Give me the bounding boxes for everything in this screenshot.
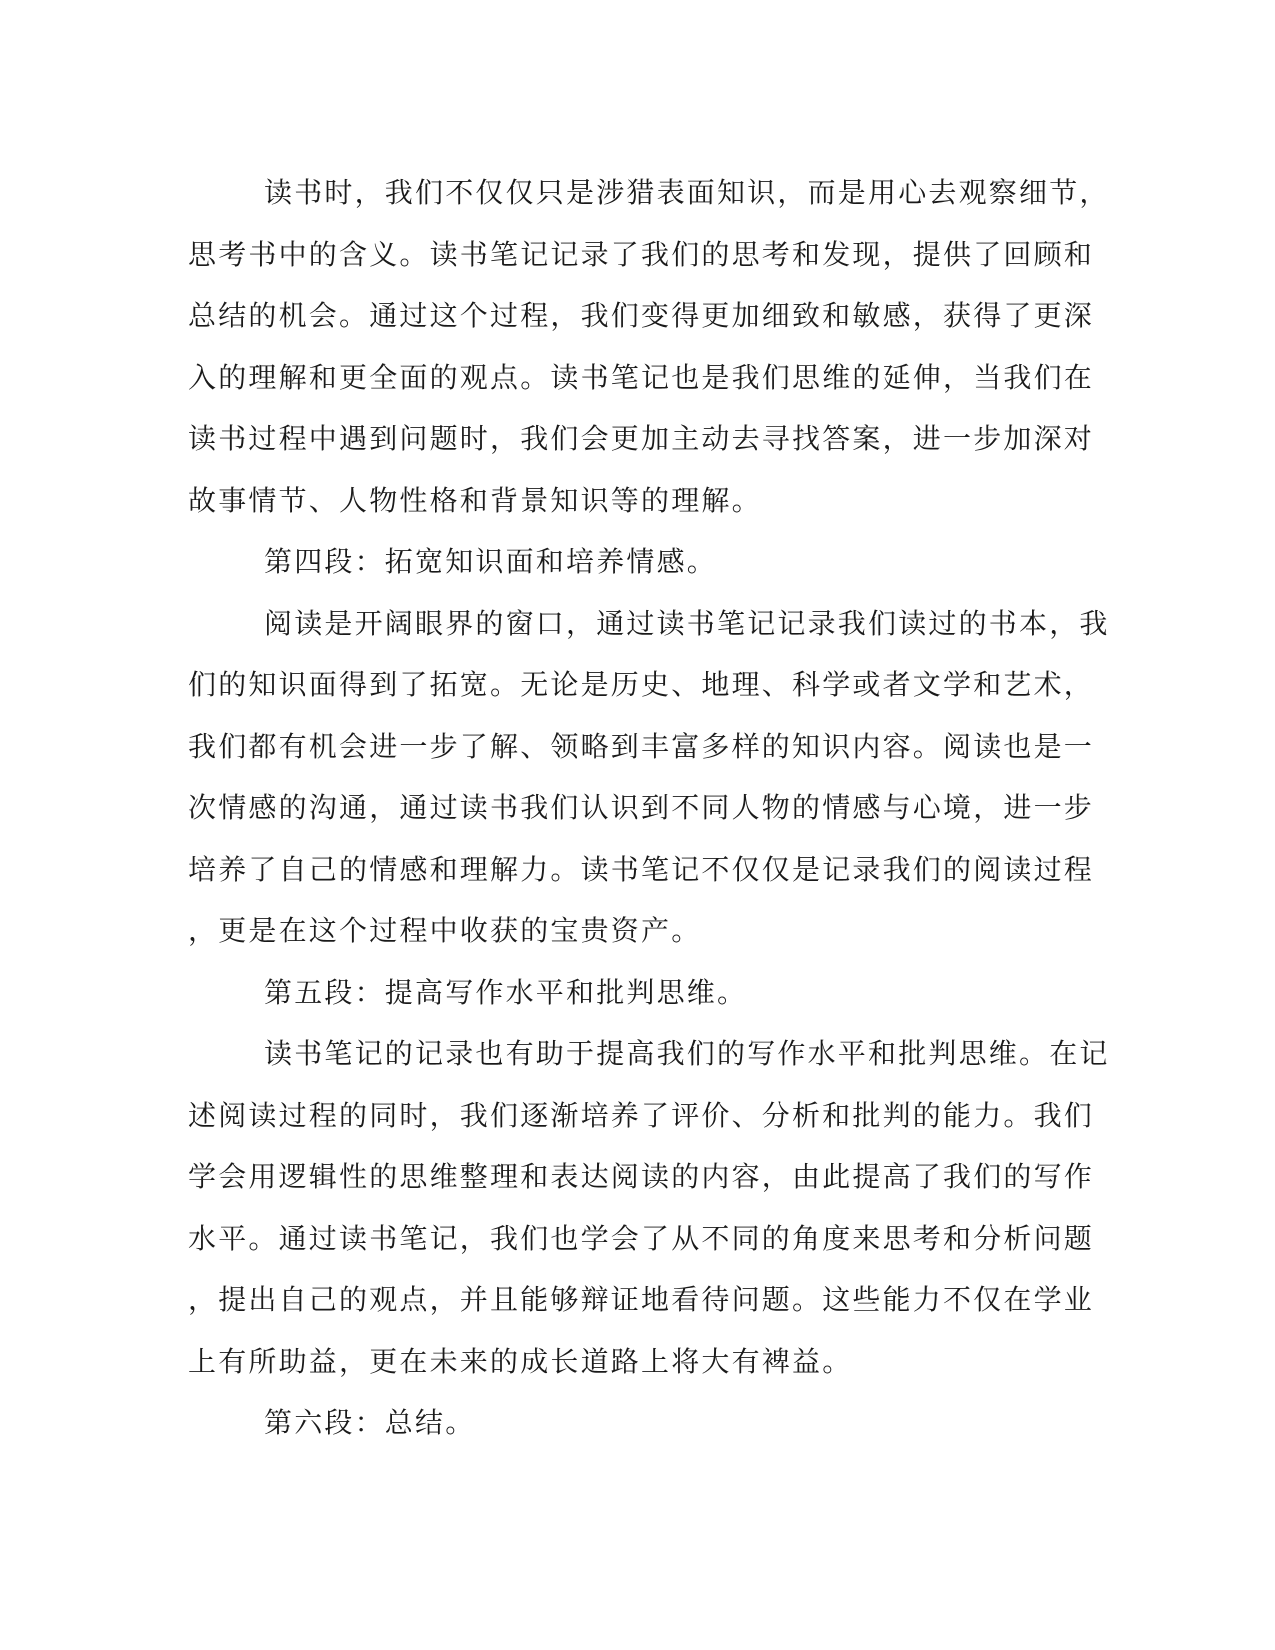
- section-heading: 第四段：拓宽知识面和培养情感。: [264, 545, 718, 578]
- text-line: 读书时，我们不仅仅只是涉猎表面知识，而是用心去观察细节，: [264, 176, 1110, 209]
- text-line: ，更是在这个过程中收获的宝贵资产。: [188, 914, 702, 947]
- text-line: 述阅读过程的同时，我们逐渐培养了评价、分析和批判的能力。我们: [188, 1098, 1095, 1132]
- text-line: 阅读是开阔眼界的窗口，通过读书笔记记录我们读过的书本，我: [264, 606, 1110, 640]
- body-text: [188, 162, 1110, 1454]
- text-line: 思考书中的含义。读书笔记记录了我们的思考和发现，提供了回顾和: [188, 237, 1095, 271]
- text-line: 读书笔记的记录也有助于提高我们的写作水平和批判思维。在记: [264, 1037, 1110, 1070]
- text-line: 次情感的沟通，通过读书我们认识到不同人物的情感与心境，进一步: [188, 791, 1095, 824]
- text-line: 水平。通过读书笔记，我们也学会了从不同的角度来思考和分析问题: [188, 1221, 1095, 1255]
- section-heading: 第五段：提高写作水平和批判思维。: [264, 975, 748, 1009]
- text-line: 总结的机会。通过这个过程，我们变得更加细致和敏感，获得了更深: [188, 299, 1095, 332]
- text-line: 故事情节、人物性格和背景知识等的理解。: [188, 483, 762, 517]
- text-line: 上有所助益，更在未来的成长道路上将大有裨益。: [188, 1344, 853, 1378]
- text-line: 们的知识面得到了拓宽。无论是历史、地理、科学或者文学和艺术，: [188, 668, 1095, 701]
- text-line: 入的理解和更全面的观点。读书笔记也是我们思维的延伸，当我们在: [188, 360, 1095, 394]
- section-heading: 第六段：总结。: [264, 1406, 476, 1439]
- text-line: 读书过程中遇到问题时，我们会更加主动去寻找答案，进一步加深对: [188, 422, 1095, 455]
- text-line: 培养了自己的情感和理解力。读书笔记不仅仅是记录我们的阅读过程: [188, 852, 1095, 886]
- text-line: ，提出自己的观点，并且能够辩证地看待问题。这些能力不仅在学业: [188, 1283, 1095, 1316]
- text-line: 学会用逻辑性的思维整理和表达阅读的内容，由此提高了我们的写作: [188, 1160, 1095, 1193]
- text-line: 我们都有机会进一步了解、领略到丰富多样的知识内容。阅读也是一: [188, 729, 1095, 763]
